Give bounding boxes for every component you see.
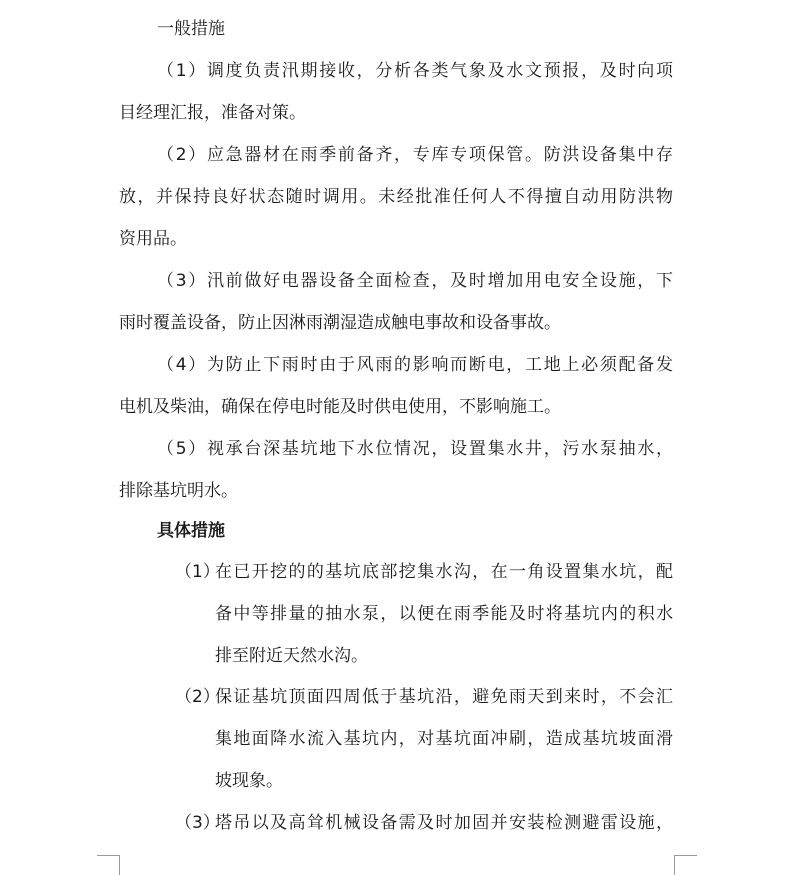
specific-item-2-line-3: 坡现象。 [215,771,283,791]
general-item-2-line-2: 放，并保持良好状态随时调用。未经批准任何人不得擅自动用防洪物 [119,187,673,207]
specific-item-1-line-2: 备中等排量的抽水泵，以便在雨季能及时将基坑内的积水 [215,604,673,624]
specific-item-3-line-1: 塔吊以及高耸机械设备需及时加固并安装检测避雷设施， [215,813,673,833]
general-item-4-line-1: （4）为防止下雨时由于风雨的影响而断电，工地上必须配备发 [157,355,673,375]
general-item-1-line-2: 目经理汇报，准备对策。 [119,103,306,123]
general-item-3-line-1: （3）汛前做好电器设备全面检查，及时增加用电安全设施，下 [157,271,673,291]
general-item-5-line-1: （5）视承台深基坑地下水位情况，设置集水井，污水泵抽水， [157,439,673,459]
specific-item-1-number: （1） [175,562,220,582]
section-heading-general: 一般措施 [157,19,225,39]
specific-item-2-line-2: 集地面降水流入基坑内，对基坑面冲刷，造成基坑坡面滑 [215,729,673,749]
general-item-1-line-1: （1）调度负责汛期接收，分析各类气象及水文预报，及时向项 [157,61,673,81]
margin-corner-mark-right [674,855,697,875]
general-item-4-line-2: 电机及柴油，确保在停电时能及时供电使用，不影响施工。 [119,397,561,417]
specific-item-1-line-1: 在已开挖的的基坑底部挖集水沟，在一角设置集水坑，配 [215,562,673,582]
specific-item-1-line-3: 排至附近天然水沟。 [215,646,368,666]
general-item-3-line-2: 雨时覆盖设备，防止因淋雨潮湿造成触电事故和设备事故。 [119,313,561,333]
specific-item-3-number: （3） [175,813,220,833]
general-item-5-line-2: 排除基坑明水。 [119,481,238,501]
specific-item-2-line-1: 保证基坑顶面四周低于基坑沿，避免雨天到来时，不会汇 [215,687,673,707]
general-item-2-line-1: （2）应急器材在雨季前备齐，专库专项保管。防洪设备集中存 [157,145,673,165]
general-item-2-line-3: 资用品。 [119,229,187,249]
section-heading-specific: 具体措施 [157,521,225,541]
specific-item-2-number: （2） [175,687,220,707]
margin-corner-mark-left [97,855,120,875]
